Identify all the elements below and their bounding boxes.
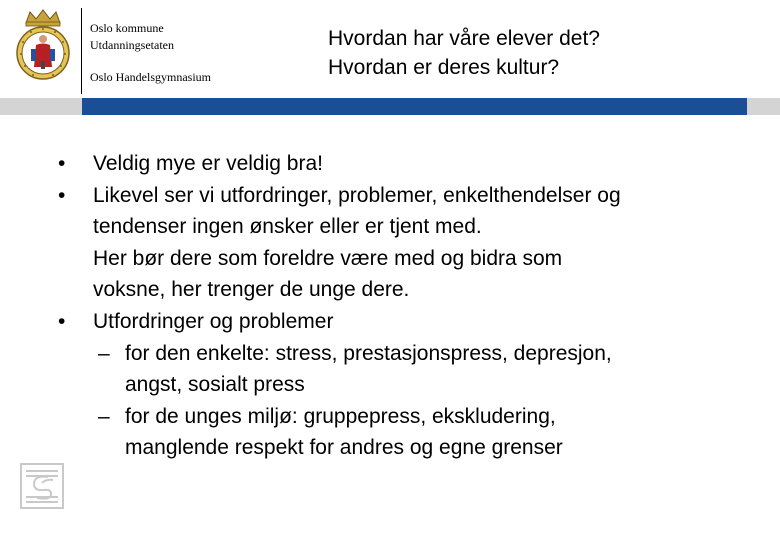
sub-bullet-text: manglende respekt for andres og egne grenser [125,436,563,460]
sub-bullet-text: for den enkelte: stress, prestasjonspress, depresjon, [125,341,612,365]
bullet-marker: • [58,309,66,333]
sub-bullet-text: for de unges miljø: gruppepress, ekskludering, [125,404,556,428]
school-name: Oslo Handelsgymnasium [90,70,211,84]
title-line-2: Hvordan er deres kultur? [328,56,560,79]
sub-bullet-item [58,401,758,464]
bullet-marker: • [58,152,66,175]
oslo-kommune-logo-icon [20,463,64,509]
bullet-text: tendenser ingen ønsker eller er tjent med. [93,215,482,239]
slide-title [328,24,600,82]
bullet-item [58,148,758,180]
header-divider [81,8,82,94]
sub-bullet-marker: – [98,404,110,428]
bullet-text: voksne, her trenger de unge dere. [93,278,410,302]
org-department: Utdanningsetaten [90,38,174,52]
title-line-1: Hvordan har våre elever det? [328,27,600,50]
bullet-marker: • [58,183,66,207]
org-name: Oslo kommune [90,21,164,35]
bullet-item [58,180,758,306]
slide-body [58,148,758,464]
oslo-city-seal-icon [12,9,74,81]
bullet-text: Veldig mye er veldig bra! [93,152,323,175]
sub-bullet-item [58,338,758,401]
header-bar [82,98,747,115]
bullet-text: Her bør dere som foreldre være med og bidra som [93,246,563,270]
sub-bullet-marker: – [98,341,110,365]
bullet-item [58,306,758,338]
sub-bullet-text: angst, sosialt press [125,373,305,397]
bullet-text: Utfordringer og problemer [93,309,334,333]
bullet-text: Likevel ser vi utfordringer, problemer, enkelthendelser og [93,183,621,207]
